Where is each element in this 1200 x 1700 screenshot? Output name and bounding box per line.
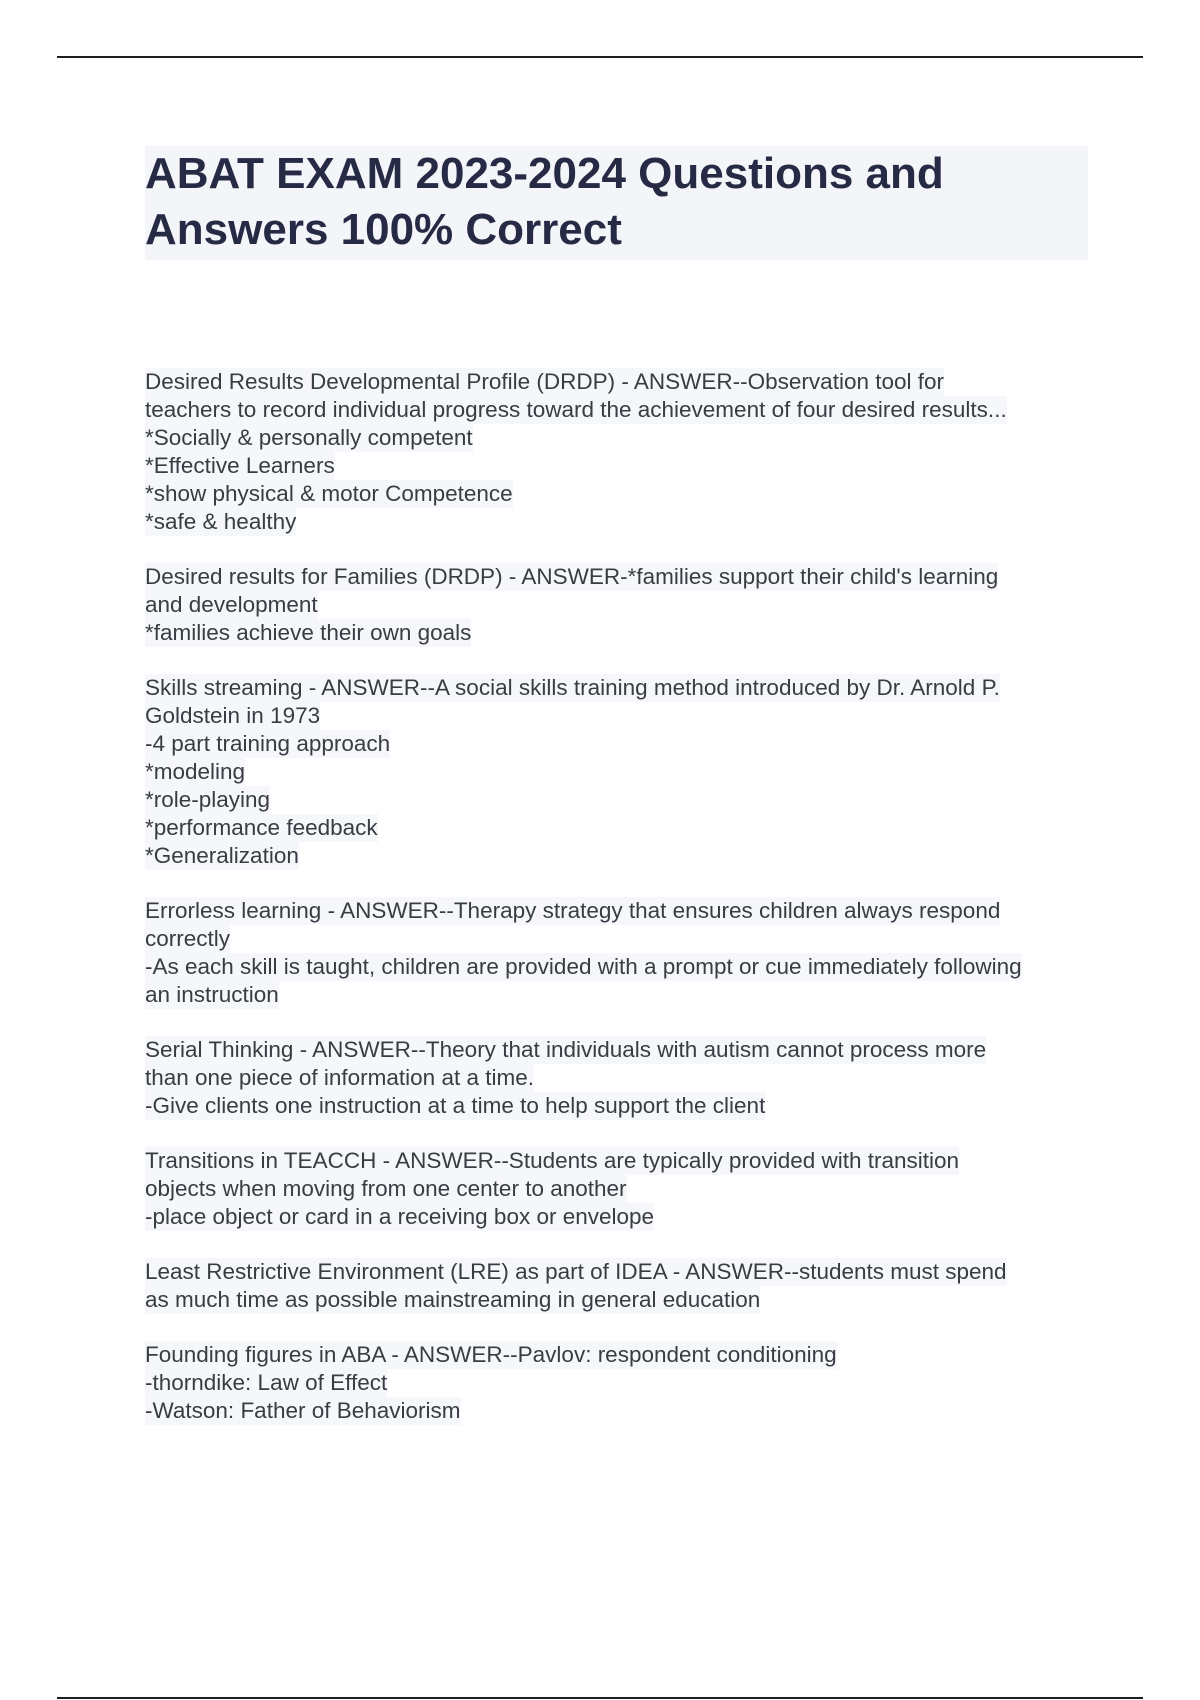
qa-line: as much time as possible mainstreaming in general education [145,1287,761,1312]
qa-line: teachers to record individual progress toward the achievement of four desired results... [145,397,1007,422]
qa-line: and development [145,592,318,617]
qa-line: Errorless learning - ANSWER--Therapy strategy that ensures children always respond [145,898,1001,923]
qa-line: -As each skill is taught, children are provided with a prompt or cue immediately following [145,954,1022,979]
qa-entry-serial-thinking [145,1036,1095,1120]
qa-line: *Socially & personally competent [145,425,473,450]
qa-line: -Watson: Father of Behaviorism [145,1398,461,1423]
qa-line: objects when moving from one center to another [145,1176,627,1201]
qa-line: *modeling [145,759,246,784]
qa-entry-founding-figures [145,1341,1095,1425]
qa-line: Goldstein in 1973 [145,703,321,728]
qa-line: Least Restrictive Environment (LRE) as part of IDEA - ANSWER--students must spend [145,1259,1007,1284]
qa-entry-drdp [145,368,1095,536]
qa-line: *Generalization [145,843,299,868]
qa-line: an instruction [145,982,279,1007]
qa-line: -4 part training approach [145,731,391,756]
qa-entry-lre [145,1258,1095,1314]
qa-entry-errorless-learning [145,897,1095,1009]
title-line-1: ABAT EXAM 2023-2024 Questions and [145,149,944,198]
qa-line: Founding figures in ABA - ANSWER--Pavlov: respondent conditioning [145,1342,837,1367]
qa-line: *Effective Learners [145,453,335,478]
qa-line: -Give clients one instruction at a time to help support the client [145,1093,766,1118]
qa-line: Desired results for Families (DRDP) - ANSWER-*families support their child's learning [145,564,999,589]
qa-entry-drdp-families [145,563,1095,647]
footer-rule [57,1697,1143,1699]
qa-line: -place object or card in a receiving box or envelope [145,1204,655,1229]
qa-line: Serial Thinking - ANSWER--Theory that individuals with autism cannot process more [145,1037,987,1062]
qa-line: Transitions in TEACCH - ANSWER--Students are typically provided with transition [145,1148,960,1173]
qa-list [145,368,1095,1452]
qa-line: *role-playing [145,787,271,812]
qa-line: than one piece of information at a time. [145,1065,534,1090]
qa-line: -thorndike: Law of Effect [145,1370,388,1395]
qa-entry-teacch-transitions [145,1147,1095,1231]
page-title [145,146,1088,258]
title-block [145,146,1088,260]
qa-line: *families achieve their own goals [145,620,472,645]
qa-line: Skills streaming - ANSWER--A social skills training method introduced by Dr. Arnold P. [145,675,1000,700]
title-line-2: Answers 100% Correct [145,205,622,254]
qa-line: *safe & healthy [145,509,297,534]
qa-line: Desired Results Developmental Profile (DRDP) - ANSWER--Observation tool for [145,369,945,394]
qa-line: *show physical & motor Competence [145,481,513,506]
header-rule [57,56,1143,58]
qa-line: *performance feedback [145,815,378,840]
qa-line: correctly [145,926,231,951]
qa-entry-skills-streaming [145,674,1095,870]
